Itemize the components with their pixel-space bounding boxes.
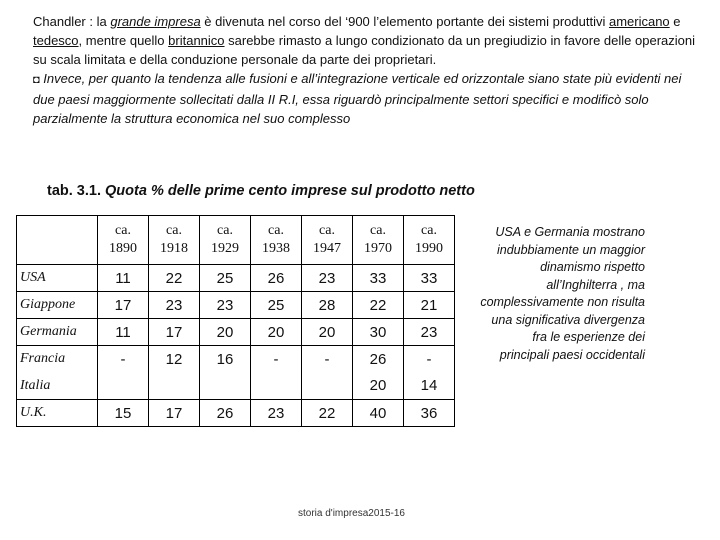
intro-second-text: Invece, per quanto la tendenza alle fusioni e all’integrazione verticale ed orizzontale siano state più evidenti nei due paesi maggiormente sollecitati dalla II R.I, essa riguardò principalmente settori specifici e modificò solo parzialmente la struttura economica nel suo complesso <box>33 71 682 126</box>
value-cell: 20 <box>251 319 302 346</box>
value-cell <box>251 373 302 400</box>
value-cell: 17 <box>149 319 200 346</box>
table-header-row <box>17 216 455 265</box>
country-cell: Germania <box>17 319 98 346</box>
year-ca-label: ca. <box>268 223 284 238</box>
square-bullet-icon: ◘ <box>33 74 40 86</box>
intro-text-5: sarebbe rimasto a lungo condizionato da un pregiudizio in favore delle operazioni su scala limitata e della conduzione personale da parte dei proprietari. <box>33 33 696 67</box>
value-cell: 17 <box>149 400 200 427</box>
country-cell: U.K. <box>17 400 98 427</box>
intro-britannico: britannico <box>168 33 225 48</box>
value-cell: 23 <box>302 265 353 292</box>
year-ca-label: ca. <box>370 223 386 238</box>
intro-second-paragraph <box>33 69 703 128</box>
value-cell: 33 <box>353 265 404 292</box>
year-label: 1947 <box>313 241 341 256</box>
intro-text-1: : la <box>85 14 111 29</box>
value-cell: 22 <box>353 292 404 319</box>
year-ca-label: ca. <box>421 223 437 238</box>
table-row <box>17 319 455 346</box>
value-cell: - <box>98 346 149 373</box>
value-cell: 17 <box>98 292 149 319</box>
year-header <box>404 216 455 265</box>
intro-paragraph <box>33 12 703 69</box>
value-cell: 26 <box>200 400 251 427</box>
table-caption <box>47 183 475 199</box>
year-label: 1990 <box>415 241 443 256</box>
country-cell: Francia <box>17 346 98 373</box>
year-ca-label: ca. <box>166 223 182 238</box>
value-cell: 11 <box>98 319 149 346</box>
value-cell: - <box>404 346 455 373</box>
year-ca-label: ca. <box>217 223 233 238</box>
value-cell: 28 <box>302 292 353 319</box>
share-table <box>16 215 455 427</box>
year-header <box>149 216 200 265</box>
table-number: tab. 3.1. <box>47 183 101 199</box>
year-header <box>98 216 149 265</box>
table-row <box>17 292 455 319</box>
value-cell: 15 <box>98 400 149 427</box>
value-cell: 33 <box>404 265 455 292</box>
year-header <box>251 216 302 265</box>
table-row <box>17 265 455 292</box>
country-cell: Italia <box>17 373 98 400</box>
value-cell: 22 <box>149 265 200 292</box>
value-cell: - <box>251 346 302 373</box>
footer-text: storia d'impresa2015-16 <box>298 508 405 519</box>
intro-americano: americano <box>608 14 670 29</box>
value-cell: 30 <box>353 319 404 346</box>
value-cell: 16 <box>200 346 251 373</box>
year-header <box>302 216 353 265</box>
value-cell: 25 <box>251 292 302 319</box>
year-label: 1890 <box>109 241 137 256</box>
year-label: 1938 <box>262 241 290 256</box>
intro-text-2: è divenuta nel corso del ‘900 l’elemento portante dei sistemi produttivi <box>200 14 609 29</box>
value-cell: 14 <box>404 373 455 400</box>
year-header <box>353 216 404 265</box>
value-cell: 25 <box>200 265 251 292</box>
country-cell: USA <box>17 265 98 292</box>
value-cell <box>200 373 251 400</box>
value-cell: 36 <box>404 400 455 427</box>
value-cell: 11 <box>98 265 149 292</box>
intro-lead: Chandler <box>33 14 86 29</box>
table-row <box>17 400 455 427</box>
year-header <box>200 216 251 265</box>
value-cell: 20 <box>200 319 251 346</box>
value-cell: 26 <box>353 346 404 373</box>
value-cell: 20 <box>302 319 353 346</box>
header-corner-cell <box>17 216 98 265</box>
value-cell: 40 <box>353 400 404 427</box>
value-cell: 20 <box>353 373 404 400</box>
table-row <box>17 346 455 373</box>
side-note: USA e Germania mostrano indubbiamente un maggior dinamismo rispetto all’Inghilterra , ma complessivamente non risulta una significativa divergenza fra le esperienze dei principali paesi occidentali <box>480 225 645 362</box>
year-label: 1929 <box>211 241 239 256</box>
table-row <box>17 373 455 400</box>
intro-text-3: e <box>669 14 681 29</box>
value-cell <box>149 373 200 400</box>
intro-text <box>33 12 703 128</box>
value-cell: 12 <box>149 346 200 373</box>
year-label: 1970 <box>364 241 392 256</box>
value-cell: 23 <box>149 292 200 319</box>
value-cell <box>98 373 149 400</box>
value-cell <box>302 373 353 400</box>
value-cell: 26 <box>251 265 302 292</box>
value-cell: 21 <box>404 292 455 319</box>
year-label: 1918 <box>160 241 188 256</box>
year-ca-label: ca. <box>319 223 335 238</box>
value-cell: 22 <box>302 400 353 427</box>
value-cell: 23 <box>404 319 455 346</box>
value-cell: 23 <box>200 292 251 319</box>
intro-tedesco: tedesco <box>33 33 79 48</box>
intro-text-4: , mentre quello <box>78 33 169 48</box>
intro-grande-impresa: grande impresa <box>110 14 201 29</box>
value-cell: - <box>302 346 353 373</box>
table-title: Quota % delle prime cento imprese sul prodotto netto <box>105 183 475 199</box>
country-cell: Giappone <box>17 292 98 319</box>
year-ca-label: ca. <box>115 223 131 238</box>
value-cell: 23 <box>251 400 302 427</box>
